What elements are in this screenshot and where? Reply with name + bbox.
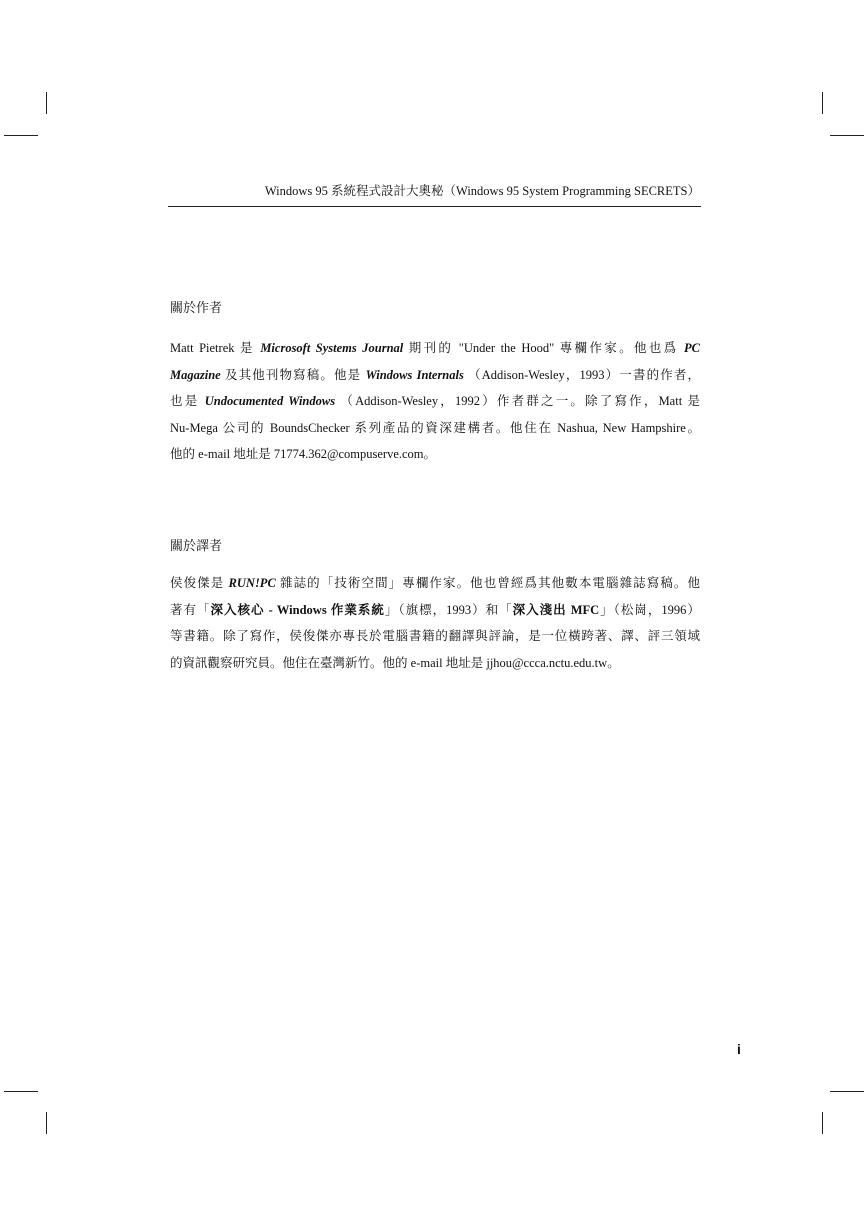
text-line <box>170 335 700 362</box>
text-run: 著有「 <box>170 601 211 617</box>
text-run: 地址是 <box>233 446 271 461</box>
text-run: PC <box>678 341 700 355</box>
text-run: 」（旗標， <box>384 601 447 617</box>
text-run: （Addison-Wesley，1992） <box>340 394 497 408</box>
text-line <box>170 415 700 442</box>
text-line <box>170 623 700 650</box>
page-number: i <box>737 1041 741 1057</box>
text-run: ） <box>686 601 700 617</box>
text-run: e-mail <box>407 655 446 670</box>
header-rule <box>168 206 701 207</box>
text-run: ）和「 <box>471 601 513 617</box>
text-run: 。 <box>423 446 437 461</box>
crop-mark <box>46 1112 47 1134</box>
text-run: RUN!PC <box>224 576 280 590</box>
text-run: Nu-Mega <box>170 420 223 435</box>
text-run: 雜誌的「技術空間」專欄作家。他也曾經爲其他數本電腦雜誌寫稿。他 <box>280 575 700 590</box>
text-run: 深入核心 <box>210 601 265 617</box>
text-line <box>170 388 700 415</box>
text-run: 期刊的 <box>408 340 454 355</box>
text-run: （Addison-Wesley，1993） <box>468 367 620 382</box>
text-run: 1993 <box>446 602 472 617</box>
crop-mark <box>830 1091 864 1092</box>
crop-mark <box>46 92 47 114</box>
text-line <box>170 362 700 389</box>
text-run: 專欄作家。他也爲 <box>559 340 679 355</box>
text-run: 作業系統 <box>330 601 385 617</box>
crop-mark <box>830 135 864 136</box>
text-run: 等書籍。除了寫作，侯俊傑亦專長於電腦書籍的翻譯與評論，是一位橫跨著、譯、評三領域 <box>170 628 700 643</box>
text-run: 是 <box>239 340 255 355</box>
text-run: 」（松崗， <box>599 601 662 617</box>
text-run: Matt <box>658 394 688 408</box>
text-run: 。 <box>607 654 620 670</box>
crop-mark <box>4 1091 38 1092</box>
text-line <box>170 570 700 597</box>
running-header: Windows 95 系統程式設計大奧秘（Windows 95 System Programming SECRETS） <box>264 184 700 198</box>
text-run: 侯俊傑是 <box>170 575 225 590</box>
author-heading: 關於作者 <box>170 301 223 316</box>
text-run: "Under the Hood" <box>453 341 560 355</box>
text-line <box>170 441 700 468</box>
text-run: Magazine <box>170 367 225 382</box>
text-run: MFC <box>566 602 600 617</box>
text-run: 他的 <box>170 446 196 461</box>
text-run: 也是 <box>170 393 200 408</box>
text-run: 及其他刊物寫稿。他是 <box>224 366 362 382</box>
translator-paragraph <box>170 570 700 676</box>
text-run: 深入淺出 <box>512 601 567 617</box>
text-line <box>170 597 700 624</box>
text-run: BoundsChecker <box>265 420 355 435</box>
text-run: 。 <box>685 419 700 435</box>
text-run: Microsoft Systems Journal <box>254 341 409 355</box>
text-run: 1996 <box>661 602 687 617</box>
text-run: 一書的作者， <box>619 366 700 382</box>
text-run: 公司的 <box>222 419 266 435</box>
text-run: 系列產品的資深建構者。他住在 <box>354 419 553 435</box>
text-run: - Windows <box>264 602 331 617</box>
text-run: 地址是 <box>445 654 484 670</box>
text-run: Undocumented Windows <box>199 394 341 408</box>
text-run: 71774.362@compuserve.com <box>270 447 424 461</box>
translator-heading: 關於譯者 <box>170 539 223 554</box>
text-run: e-mail <box>195 447 234 461</box>
text-run: 作者群之一。除了寫作， <box>496 393 659 408</box>
crop-mark <box>822 1112 823 1134</box>
author-paragraph <box>170 335 700 468</box>
crop-mark <box>822 92 823 114</box>
crop-mark <box>4 135 38 136</box>
text-run: jjhou@ccca.nctu.edu.tw <box>483 655 608 670</box>
text-run: 的資訊觀察研究員。他住在臺灣新竹。他的 <box>170 654 408 670</box>
text-run: Windows Internals <box>361 367 469 382</box>
text-line <box>170 650 700 677</box>
text-run: Matt Pietrek <box>170 341 240 355</box>
text-run: 是 <box>687 393 701 408</box>
text-run: Nashua, New Hampshire <box>552 420 686 435</box>
